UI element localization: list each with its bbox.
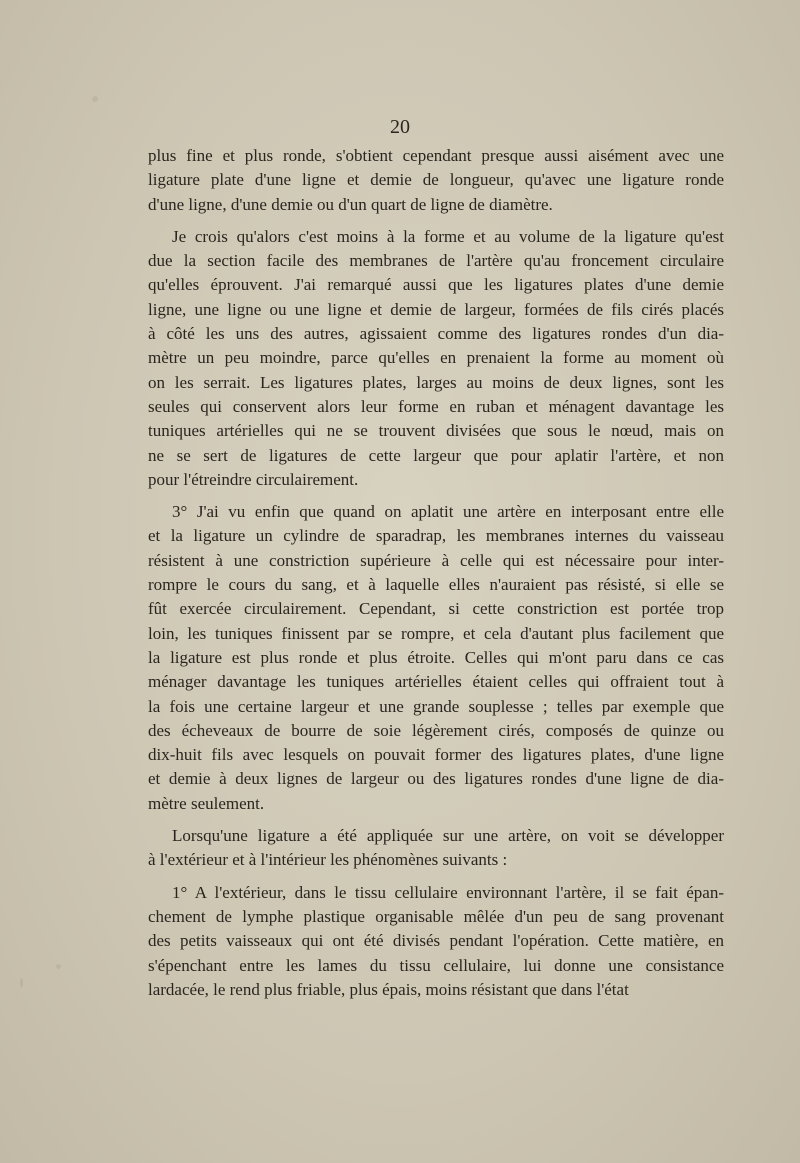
text-line: d'une ligne, d'une demie ou d'un quart de ligne de diamètre. [148,194,553,214]
text-line: rompre le cours du sang, et à laquelle elles n'auraient pas résisté, si elle se [148,575,724,595]
text-line: plus fine et plus ronde, s'obtient cependant presque aussi aisément avec une [148,146,724,165]
text-line: pour l'étreindre circulairement. [148,469,359,489]
text-line: seules qui conservent alors leur forme en ruban et ménagent davantage les [148,396,724,416]
text-line: s'épenchant entre les lames du tissu cellulaire, lui donne une consistance [148,955,724,975]
paragraph-gap [148,816,724,824]
paper-stain [56,964,61,969]
text-line: dix-huit fils avec lesquels on pouvait former des ligatures plates, d'une ligne [148,745,724,765]
page-number: 20 [390,116,410,138]
paragraph-gap [148,492,724,500]
text-line: mètre seulement. [148,793,265,813]
text-line: la fois une certaine largeur et une grande souplesse ; telles par exemple que [148,696,724,716]
text-line: des écheveaux de bourre de soie légèrement cirés, composés de quinze ou [148,720,724,740]
text-line: ne se sert de ligatures de cette largeur que pour aplatir l'artère, et non [148,445,724,465]
text-line: ligne, une ligne ou une ligne et demie de largeur, formées de fils cirés placés [148,299,724,319]
text-line: 3° J'ai vu enfin que quand on aplatit une artère en interposant entre elle [172,502,724,522]
text-line: on les serrait. Les ligatures plates, larges au moins de deux lignes, sont les [148,372,724,392]
text-line: ligature plate d'une ligne et demie de longueur, qu'avec une ligature ronde [148,170,724,190]
paragraph-gap [148,873,724,881]
text-line: due la section facile des membranes de l'artère qu'au froncement circulaire [148,251,724,271]
text-line: 1° A l'extérieur, dans le tissu cellulaire environnant l'artère, il se fait épan- [172,882,724,902]
paper-stain [92,96,98,102]
text-line: à l'extérieur et à l'intérieur les phénomènes suivants : [148,850,508,870]
paragraph-gap [148,217,724,225]
text-line: la ligature est plus ronde et plus étroite. Celles qui m'ont paru dans ce cas [148,647,724,667]
text-line: chement de lymphe plastique organisable mêlée d'un peu de sang provenant [148,906,724,926]
text-line: résistent à une constriction supérieure à celle qui est nécessaire pour inter- [148,550,724,570]
text-line: Lorsqu'une ligature a été appliquée sur une artère, on voit se développer [172,826,724,846]
text-line: ménager davantage les tuniques artérielles étaient celles qui offraient tout à [148,672,724,692]
text-line: à côté les uns des autres, agissaient comme des ligatures rondes d'un dia- [148,324,724,344]
text-line: tuniques artérielles qui ne se trouvent divisées que sous le nœud, mais on [148,421,724,441]
text-line: et la ligature un cylindre de sparadrap, les membranes internes du vaisseau [148,526,724,546]
text-line: loin, les tuniques finissent par se rompre, et cela d'autant plus facilement que [148,623,724,643]
text-line: fût exercée circulairement. Cependant, si cette constriction est portée trop [148,599,724,619]
paper-stain [20,978,23,988]
text-line: Je crois qu'alors c'est moins à la forme et au volume de la ligature qu'est [172,226,724,246]
text-line: des petits vaisseaux qui ont été divisés pendant l'opération. Cette matière, en [148,931,724,951]
text-line: lardacée, le rend plus friable, plus épais, moins résistant que dans l'état [148,979,629,999]
text-line: qu'elles éprouvent. J'ai remarqué aussi que les ligatures plates d'une demie [148,275,724,295]
text-line: mètre un peu moindre, parce qu'elles en prenaient la forme au moment où [148,348,724,368]
text-line: et demie à deux lignes de largeur ou des ligatures rondes d'une ligne de dia- [148,769,724,789]
body-text [148,144,724,1002]
